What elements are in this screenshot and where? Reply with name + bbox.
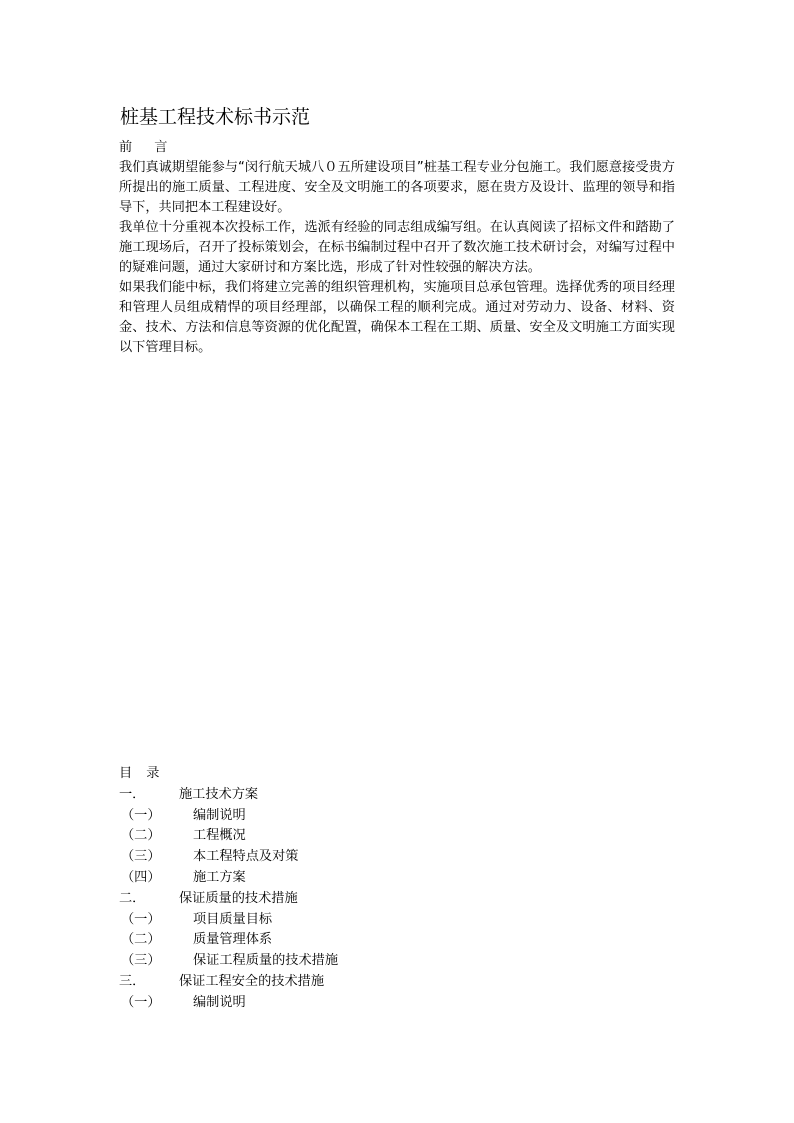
toc-item <box>119 930 519 951</box>
toc-item-number: 一． <box>119 786 146 802</box>
toc-heading <box>119 764 519 785</box>
toc-item-text: 保证质量的技术措施 <box>179 890 298 906</box>
toc-item <box>119 868 519 889</box>
toc-item-text: 保证工程质量的技术措施 <box>193 953 339 969</box>
preface-heading <box>119 138 675 158</box>
toc-item <box>119 806 519 827</box>
toc-item <box>119 951 519 972</box>
toc-item <box>119 826 519 847</box>
toc-heading-right: 录 <box>146 766 160 781</box>
preface-heading-left: 前 <box>119 140 133 155</box>
toc-item-text: 保证工程安全的技术措施 <box>179 973 325 989</box>
toc-item-text: 项目质量目标 <box>193 911 273 927</box>
toc-item-text: 施工方案 <box>193 869 246 885</box>
toc-item <box>119 972 519 993</box>
toc-item-number: （三） <box>121 849 161 865</box>
toc-item-text: 编制说明 <box>193 994 246 1010</box>
toc-item <box>119 847 519 868</box>
table-of-contents <box>119 764 519 1014</box>
preface-paragraph: 我们真诚期望能参与“闵行航天城八０五所建设项目”桩基工程专业分包施工。我们愿意接受贵方所提出的施工质量、工程进度、安全及文明施工的各项要求，愿在贵方及设计、监理的领导和指导下，共同把本工程建设好。 <box>119 160 675 215</box>
toc-heading-left: 目 <box>119 766 133 781</box>
toc-item-text: 编制说明 <box>193 807 246 823</box>
toc-item <box>119 785 519 806</box>
toc-list <box>119 785 519 1014</box>
toc-item-number: 二． <box>119 890 146 906</box>
toc-item-text: 工程概况 <box>193 828 246 844</box>
toc-item <box>119 889 519 910</box>
toc-item-text: 质量管理体系 <box>193 932 273 948</box>
toc-item <box>119 993 519 1014</box>
toc-item-number: （三） <box>121 953 161 969</box>
toc-item-number: （二） <box>121 932 161 948</box>
toc-item-text: 本工程特点及对策 <box>193 849 299 865</box>
toc-item-text: 施工技术方案 <box>179 786 259 802</box>
toc-item-number: （一） <box>121 994 161 1010</box>
toc-item-number: （四） <box>121 869 161 885</box>
preface-paragraph: 如果我们能中标，我们将建立完善的组织管理机构，实施项目总承包管理。选择优秀的项目经理和管理人员组成精悍的项目经理部，以确保工程的顺利完成。通过对劳动力、设备、材料、资金、技术、方法和信息等资源的优化配置，确保本工程在工期、质量、安全及文明施工方面实现以下管理目标。 <box>119 280 675 355</box>
preface-heading-right: 言 <box>154 140 168 155</box>
toc-item-number: （二） <box>121 828 161 844</box>
toc-item-number: 三． <box>119 973 146 989</box>
toc-item <box>119 910 519 931</box>
preface-paragraph: 我单位十分重视本次投标工作，选派有经验的同志组成编写组。在认真阅读了招标文件和踏勘了施工现场后，召开了投标策划会，在标书编制过程中召开了数次施工技术研讨会，对编写过程中的疑难问题，通过大家研讨和方案比选，形成了针对性较强的解决方法。 <box>119 220 675 275</box>
toc-item-number: （一） <box>121 911 161 927</box>
preface-section <box>119 138 675 358</box>
document-title: 桩基工程技术标书示范 <box>120 106 311 128</box>
toc-item-number: （一） <box>121 807 161 823</box>
